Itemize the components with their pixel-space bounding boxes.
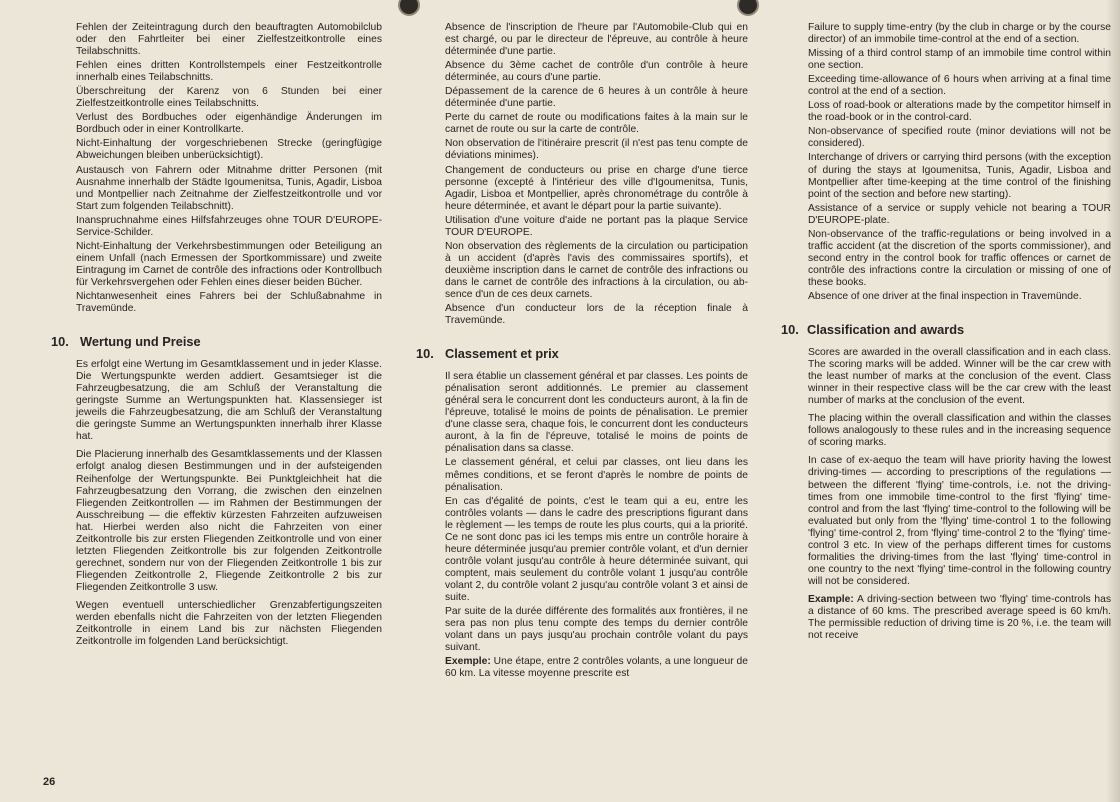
english-section-heading [781,322,1111,338]
french-item: Non observation des règlements de la circulation ou participation à un accident (d'après l'avis des commissaires sportifs), et deuxième inscription dans le carnet de contrôle des infractions ou dans le carnet de contrôle des infractions à la circulation, ou absence d'un de ces deux carnets. [445,240,748,300]
german-column [51,22,382,650]
french-item: Changement de conducteurs ou prise en charge d'une tierce personne (excepté à l'intérieur des ville d'Igoumenitsa, Tunis, Agadir, Lisboa et Montpellier, après chronométrage du contrôle à heure déterminée, et avant le départ pour la partie suivante). [445,164,748,212]
english-item: Non-observance of the traffic-regulations or being involved in a traffic accident (at the discretion of the sports commissioner), and second entry in the control book for traffic offences or carnet de contrôle des infractions contre la circulation or missing of one of these books. [808,228,1111,288]
german-paragraph: Die Placierung innerhalb des Gesamtklassements und der Klassen erfolgt analog diesen Bestimmungen und in der aufsteigenden Reihenfolge der Wertungspunkte. Bei Punktgleichheit hat die Fahrzeugbesatzung den Vorrang, die zwischen den einzelnen Fliegenden Zeitkontrollen — im Rahmen der Bestimmungen der Ausschreibung — die effektiv kürzesten Fahrzeiten aufzuweisen hat. Hierbei werden also nicht die Fahrzeiten von einer Zeitkontrolle bis zur ersten Fliegenden Zeitkontrolle und von einer letzten Fliegenden Zeitkontrolle bis zur folgenden Zeitkontrolle gerechnet, sondern nur von der Fliegenden Zeitkontrolle 1 bis zur Fliegenden Zeitkontrolle 2, Fliegende Zeitkontrolle 2 bis zur Fliegenden Zeitkontrolle 3 usw. [76,449,382,593]
german-item: Fehlen der Zeiteintragung durch den beauftragten Automobilclub oder den Fahrtleiter bei einer Zielfestzeitkontrolle eines Teilabschnitts. [76,22,382,58]
french-item: Absence de l'inscription de l'heure par l'Automobile-Club qui en est chargé, ou par le directeur de l'épreuve, au contrôle à heure déterminée d'une partie. [445,22,748,58]
german-paragraph: Wegen eventuell unterschiedlicher Grenzabfertigungszeiten werden ebenfalls nicht die Fahrzeiten von der letzten Fliegenden Zeitkontrolle in einem Land bis zur nächsten Fliegenden Zeitkontrolle im folgenden Land berücksichtigt. [76,599,382,648]
french-paragraph: Par suite de la durée différente des formalités aux frontières, il ne sera pas non plus tenu compte des temps du dernier contrôle volant dans un pays jusqu'au prochain contrôle volant du pays suivant. [445,606,748,654]
english-item: Interchange of drivers or carrying third persons (with the exception of during the stays at Igoumenitsa, Tunis, Agadir, Lisboa and Montpellier after time-keeping at the time control of the finishing point of the section and before new starting). [808,152,1111,200]
french-section-heading [416,346,748,362]
german-item: Inanspruchnahme eines Hilfsfahrzeuges ohne TOUR D'EUROPE-Service-Schilder. [76,214,382,238]
english-item: Assistance of a service or supply vehicle not bearing a TOUR D'EUROPE-plate. [808,202,1111,226]
german-penalty-list [76,22,382,315]
french-example [445,656,748,680]
french-paragraph: En cas d'égalité de points, c'est le team qui a eu, entre les contrôles volants — dans le cadre des prescriptions figurant dans le règlement — les temps de route les plus courts, qui a la priorité. Ce ne sont donc pas ici les temps mis entre un contrôle horaire à heure déterminée jusqu'au premier contrôle volant, et d'un dernier contrôle volant jusqu'au contrôle à heure déterminée suivant, qui comptent, mais seulement du contrôle volant 1 jusqu'au contrôle volant 2, du contrôle volant 2 jusqu'au contrôle volant 3 et ainsi de suite. [445,495,748,603]
section-number: 10. [781,322,799,338]
section-title: Classification and awards [807,322,965,338]
french-paragraph: Il sera établie un classement général et par classes. Les points de pénalisation seront additionnés. Le premier au classement général sera le concurrent dont les conducteurs auront, à la fin de l'épreuve, totalisé le moins de points de pénalisation. Le premier d'une classe sera, chaque fois, le concurrent dont les conducteurs auront, à la fin de l'épreuve, totalisé le moins de points de pénalisation dans sa classe. [445,371,748,455]
english-example [808,594,1111,642]
section-title: Wertung und Preise [80,334,201,350]
german-item: Überschreitung der Karenz von 6 Stunden bei einer Zielfestzeitkontrolle eines Teilabschnitts. [76,86,382,110]
french-paragraph: Le classement général, et celui par classes, ont lieu dans les mêmes conditions, et se feront d'après le nombre de points de pénalisation. [445,457,748,493]
section-title: Classement et prix [445,346,559,362]
binding-hole [737,0,759,16]
english-item: Absence of one driver at the final inspection in Travemünde. [808,290,1082,302]
french-item: Dépassement de la carence de 6 heures à un contrôle à heure déterminée d'une partie. [445,86,748,110]
example-label: Exemple: [445,656,491,668]
english-item: Missing of a third control stamp of an immobile time control within one section. [808,48,1111,72]
english-paragraph: The placing within the overall classification and within the classes follows analogously to these rules and in the increasing sequence of scoring marks. [808,413,1111,449]
german-item: Austausch von Fahrern oder Mitnahme dritter Personen (mit Ausnahme innerhalb der Städte Igoumenitsa, Tunis, Agadir, Lisboa und Montpellier nach Zeitnahme der Zielfestzeitkontrolle und vor Start zum folgenden Teilabschnitt). [76,164,382,212]
french-item: Absence du 3ème cachet de contrôle d'un contrôle à heure déterminée, au cours d'une partie. [445,60,748,84]
example-text: A driving-section between two 'flying' time-controls has a distance of 60 kms. The prescribed average speed is 60 km/h. The permissible reduction of driving time is 20 %, i.e. the team will not receive [808,593,1111,642]
german-item: Verlust des Bordbuches oder eigenhändige Änderungen im Bordbuch oder in einer Kontrollkarte. [76,112,382,136]
english-column [781,22,1111,644]
english-item: Failure to supply time-entry (by the club in charge or by the course director) of an immobile time-control at the end of a section. [808,22,1111,46]
binding-hole [398,0,420,16]
english-paragraph: Scores are awarded in the overall classification and in each class. The scoring marks will be added. Winner will be the car crew with the least number of marks at the conclusion of the event. Class winner in their respective class will be the car crew with the least number of marks at the conclusion of the event. [808,347,1111,407]
example-label: Example: [808,593,854,605]
german-item: Nichtanwesenheit eines Fahrers bei der Schlußabnahme in Travemünde. [76,290,382,315]
german-item: Nicht-Einhaltung der vorgeschriebenen Strecke (geringfügige Abweichungen bleiben unberücksichtigt). [76,138,382,162]
english-penalty-list [808,22,1111,303]
english-item: Non-observance of specified route (minor deviations will not be considered). [808,126,1111,150]
page-number: 26 [43,776,56,788]
english-item: Loss of road-book or alterations made by the competitor himself in the road-book or in the control-card. [808,100,1111,124]
french-item: Utilisation d'une voiture d'aide ne portant pas la plaque Service TOUR D'EUROPE. [445,214,748,238]
french-column [416,22,748,682]
german-item: Fehlen eines dritten Kontrollstempels einer Festzeitkontrolle innerhalb eines Teilabschnitts. [76,60,382,84]
section-number: 10. [416,346,434,362]
french-item: Non observation de l'itinéraire prescrit (il n'est pas tenu compte de déviations minimes). [445,138,748,162]
example-text: Une étape, entre 2 contrôles volants, a une longueur de 60 km. La vitesse moyenne prescrite est [445,656,748,680]
english-item: Exceeding time-allowance of 6 hours when arriving at a final time control at the end of a section. [808,74,1111,98]
french-item: Absence d'un conducteur lors de la réception finale à Travemünde. [445,303,748,327]
german-section-heading [51,334,382,350]
french-item: Perte du carnet de route ou modifications faites à la main sur le carnet de route ou sur la carte de contrôle. [445,112,748,136]
german-item: Nicht-Einhaltung der Verkehrsbestimmungen oder Beteiligung an einem Unfall (nach Ermessen der Sportkommissare) und zweite Eintragung im Carnet de contrôle des infractions oder Kontrollbuch für Verkehrsvergehen oder Fehlen eines dieser beiden Bücher. [76,240,382,288]
section-number: 10. [51,334,69,350]
english-paragraph: In case of ex-aequo the team will have priority having the lowest driving-times — according to prescriptions of the regulations — between the different 'flying' time-controls, i.e. not the driving-times from one immobile time-control to the first 'flying' time-control and from the last 'flying' time-control to the following will be evaluated but only from the 'flying' time-control 1 to the following 'flying' time-control 2, from 'flying' time-control 2 to the 'flying' time-control 3 etc. In view of the perhaps different times for customs formalities the driving-times from the last 'flying' time-control in one country to the next 'flying' time-control in the following country will not be considered. [808,455,1111,587]
german-paragraph: Es erfolgt eine Wertung im Gesamtklassement und in jeder Klasse. Die Wertungspunkte werden addiert. Gesamtsieger ist die Fahrzeugbesatzung, die am Schluß der Veranstaltung die geringste Summe an Wertungspunkten hat. Klassensieger ist jeweils die Fahrzeugbesatzung, die am Schluß der Veranstaltung die geringste Summe an Wertungspunkten innerhalb ihrer Klasse hat. [76,359,382,443]
french-penalty-list [445,22,748,327]
